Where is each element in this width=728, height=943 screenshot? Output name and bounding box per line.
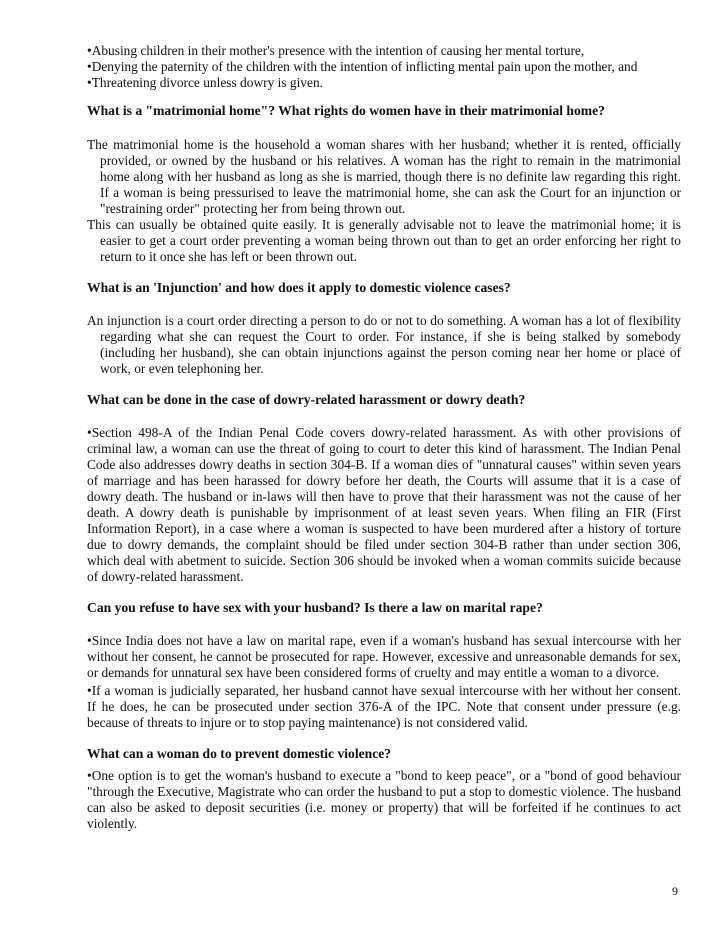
section-heading: What is a "matrimonial home"? What rights do women have in their matrimonial home?: [87, 103, 605, 118]
section-heading: What can a woman do to prevent domestic violence?: [87, 746, 392, 761]
paragraph: This can usually be obtained quite easily. It is generally advisable not to leave the matrimonial home; it is easier to get a court order preventing a woman being thrown out than to get an order enforcing her right to return to it once she has left or been thrown out.: [87, 217, 681, 264]
intro-bullet-list: [87, 43, 681, 91]
section-marital-rape: [87, 600, 681, 731]
page-number: 9: [672, 884, 678, 898]
paragraph: •If a woman is judicially separated, her husband cannot have sexual intercourse with her without her consent. If he does, he can be prosecuted under section 376-A of the IPC. Note that consent under pressure (e.g. because of threats to injure or to stop paying maintenance) is not considered valid.: [87, 683, 681, 730]
list-item: •Threatening divorce unless dowry is given.: [87, 75, 323, 90]
section-dowry: [87, 392, 681, 585]
section-injunction: [87, 280, 681, 377]
paragraph: •Section 498-A of the Indian Penal Code covers dowry-related harassment. As with other provisions of criminal law, a woman can use the threat of going to court to deter this kind of harassment. The Indian Penal Code also addresses dowry deaths in section 304-B. If a woman dies of "unnatural causes" within seven years of marriage and has been harassed for dowry before her death, the Courts will assume that it is a case of dowry death. The husband or in-laws will then have to prove that their harassment was not the cause of her death. A dowry death is punishable by imprisonment of at least seven years. When filing an FIR (First Information Report), in a case where a woman is suspected to have been murdered after a history of torture due to dowry demands, the complaint should be filed under section 304-B rather than under section 306, which deal with abetment to suicide. Section 306 should be invoked when a woman commits suicide because of dowry-related harassment.: [87, 425, 681, 584]
section-prevent-violence: [87, 746, 681, 832]
section-heading: What is an 'Injunction' and how does it apply to domestic violence cases?: [87, 280, 511, 295]
paragraph: •One option is to get the woman's husband to execute a "bond to keep peace", or a "bond of good behaviour "through the Executive, Magistrate who can order the husband to put a stop to domestic violence. The husband can also be asked to deposit securities (i.e. money or property) that will be forfeited if he continues to act violently.: [87, 768, 681, 831]
section-heading: Can you refuse to have sex with your husband? Is there a law on marital rape?: [87, 600, 543, 615]
list-item: •Abusing children in their mother's presence with the intention of causing her mental torture,: [87, 43, 585, 58]
list-item: •Denying the paternity of the children with the intention of inflicting mental pain upon the mother, and: [87, 59, 638, 74]
paragraph: The matrimonial home is the household a woman shares with her husband; whether it is rented, officially provided, or owned by the husband or his relatives. A woman has the right to remain in the matrimonial home along with her husband as long as she is married, though there is no definite law regarding this right. If a woman is being pressurised to leave the matrimonial home, she can ask the Court for an injunction or "restraining order" protecting her from being thrown out.: [87, 137, 681, 216]
paragraph: •Since India does not have a law on marital rape, even if a woman's husband has sexual intercourse with her without her consent, he cannot be prosecuted for rape. However, excessive and unreasonable demands for sex, or demands for unnatural sex have been considered forms of cruelty and may entitle a woman to a divorce.: [87, 633, 681, 680]
document-page: [87, 43, 681, 832]
section-matrimonial-home: [87, 103, 681, 265]
paragraph: An injunction is a court order directing a person to do or not to do something. A woman has a lot of flexibility regarding what she can request the Court to order. For instance, if she is being stalked by somebody (including her husband), she can obtain injunctions against the person coming near her home or place of work, or even telephoning her.: [87, 313, 681, 376]
section-heading: What can be done in the case of dowry-related harassment or dowry death?: [87, 392, 526, 407]
